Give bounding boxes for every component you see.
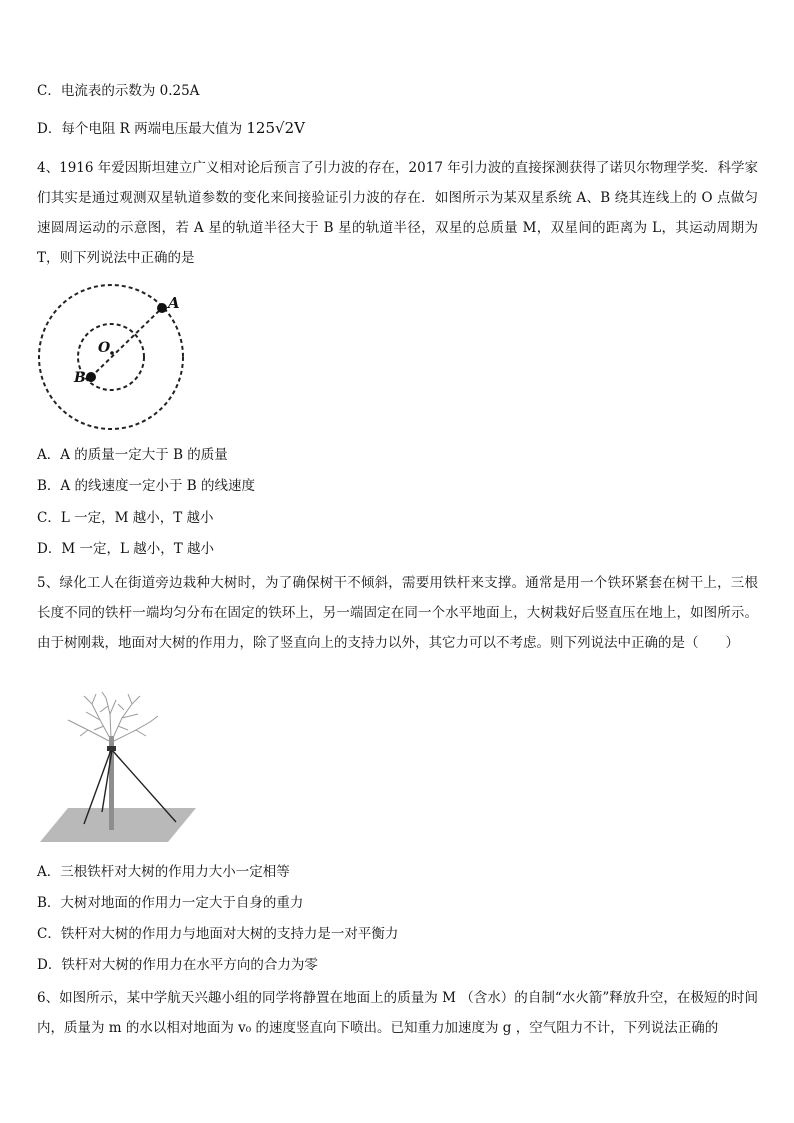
q5-option-b: B．大树对地面的作用力一定大于自身的重力 (37, 895, 304, 911)
tree-support-figure (40, 690, 200, 850)
q4-option-b: B．A 的线速度一定小于 B 的线速度 (37, 478, 255, 494)
q5-option-a: A．三根铁杆对大树的作用力大小一定相等 (37, 864, 290, 880)
label-o: O (98, 340, 111, 356)
q3-option-c: C．电流表的示数为 0.25A (37, 83, 200, 99)
star-a (157, 303, 167, 313)
label-a: A (168, 294, 180, 312)
q4-stem: 4、1916 年爱因斯坦建立广义相对论后预言了引力波的存在，2017 年引力波的直接探测获得了诺贝尔物理学奖．科学家们其实是通过观测双星轨道参数的变化来间接验证引力波的存在．如图所示为某双星系统 A、B 绕其连线上的 O 点做匀速圆周运动的示意图，若 A 星的轨道半径大于 B 星的轨道半径，双星的总质量 M，双星间的距离为 L，其运动周期为 T，则下列说法中正确的是 (37, 160, 758, 266)
star-b (86, 372, 96, 382)
q5-stem: 5、绿化工人在街道旁边栽种大树时，为了确保树干不倾斜，需要用铁杆来支撑。通常是用一个铁环紧套在树干上，三根长度不同的铁杆一端均匀分布在固定的铁环上，另一端固定在同一个水平地面上，大树栽好后竖直压在地上，如图所示。由于树刚栽，地面对大树的作用力，除了竖直向上的支持力以外，其它力可以不考虑。则下列说法中正确的是（ ） (37, 575, 758, 651)
ground-plane (40, 808, 196, 842)
label-b: B (74, 370, 86, 386)
iron-ring (107, 746, 116, 751)
q4-option-a: A．A 的质量一定大于 B 的质量 (37, 447, 228, 463)
center-o (110, 351, 114, 355)
q4-option-d: D．M 一定，L 越小，T 越小 (37, 541, 214, 557)
q3-option-d-value: 125√2V (246, 119, 305, 137)
q3-option-d-text: D．每个电阻 R 两端电压最大值为 (37, 121, 243, 137)
q5-option-d: D．铁杆对大树的作用力在水平方向的合力为零 (37, 957, 318, 973)
q4-option-c: C．L 一定，M 越小，T 越小 (37, 510, 214, 526)
q5-option-c: C．铁杆对大树的作用力与地面对大树的支持力是一对平衡力 (37, 926, 399, 942)
binary-star-figure (36, 282, 188, 432)
q3-option-d (37, 119, 758, 138)
tree-branches (68, 692, 158, 742)
q6-stem: 6、如图所示，某中学航天兴趣小组的同学将静置在地面上的质量为 M （含水）的自制“水火箭”释放升空，在极短的时间内，质量为 m 的水以相对地面为 v₀ 的速度竖直向下喷出。已知重力加速度为 g ，空气阻力不计，下列说法正确的 (37, 990, 758, 1036)
